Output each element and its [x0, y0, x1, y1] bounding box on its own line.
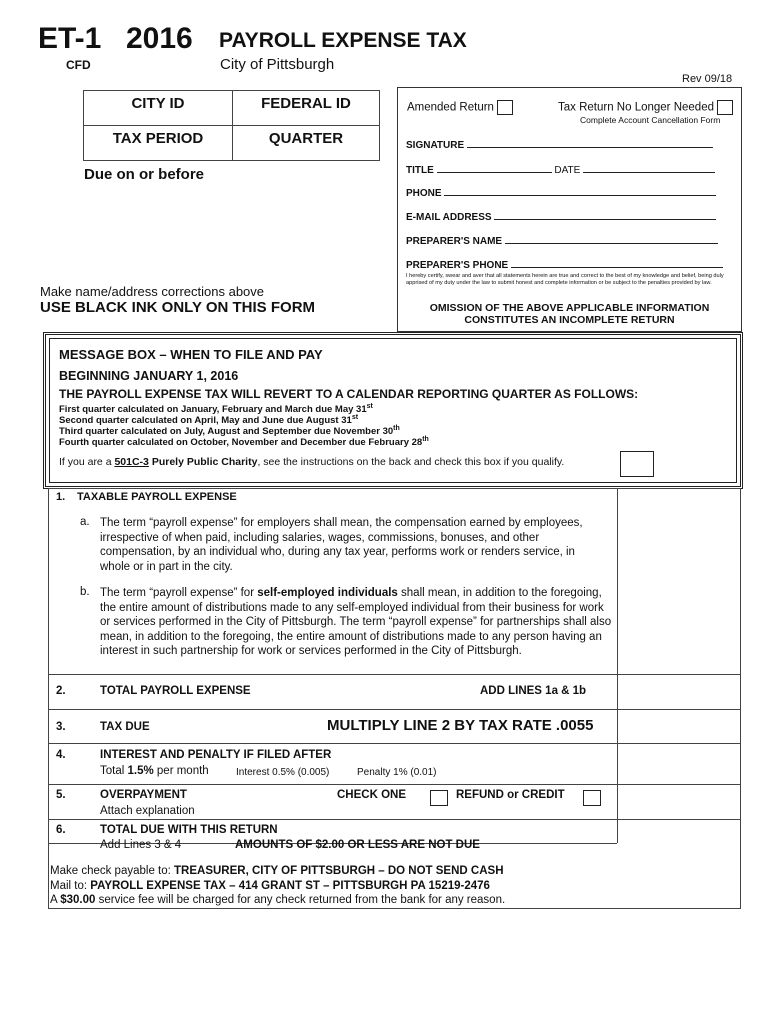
omission-notice — [398, 302, 741, 326]
charity-checkbox[interactable] — [620, 451, 654, 477]
quarter-3-sup: th — [393, 425, 400, 432]
signature-row[interactable] — [406, 137, 713, 151]
overpayment-refund-checkbox[interactable] — [430, 790, 448, 806]
title-line[interactable] — [437, 162, 552, 173]
mail-pre: Mail to: — [50, 879, 91, 892]
city-id-label: CITY ID — [131, 95, 185, 112]
preparer-phone-row[interactable] — [406, 257, 723, 271]
preparer-name-row[interactable] — [406, 233, 718, 247]
line-1b-label: b. — [80, 586, 90, 598]
message-box-title: MESSAGE BOX – WHEN TO FILE AND PAY — [59, 347, 323, 362]
line-5-amount[interactable] — [618, 785, 740, 819]
quarter-2-sup: st — [351, 414, 359, 421]
city-id-cell[interactable] — [83, 90, 233, 126]
line-4-amount[interactable] — [618, 744, 740, 784]
line-1b-bold: self-employed individuals — [257, 587, 398, 599]
payable-pre: Make check payable to: — [50, 865, 175, 877]
quarter-label: QUARTER — [268, 130, 344, 147]
line-4-total-post: per month — [153, 765, 209, 777]
line-1-number: 1. — [56, 491, 66, 503]
payment-instructions — [50, 864, 505, 908]
charity-bold: Purely Public Charity — [148, 456, 258, 468]
quarter-cell[interactable] — [232, 125, 380, 161]
line-4-interest: Interest 0.5% (0.005) — [236, 767, 330, 778]
phone-label: PHONE — [406, 188, 442, 199]
preparer-phone-label: PREPARER'S PHONE — [406, 260, 509, 271]
charity-post: , see the instructions on the back and check this box if you qualify. — [257, 456, 565, 468]
charity-note — [59, 456, 564, 468]
line-6-number: 6. — [56, 824, 66, 836]
title-label: TITLE — [406, 165, 434, 176]
quarter-2-text: Second quarter calculated on April, May and June due August 31 — [59, 415, 352, 427]
phone-line[interactable] — [444, 185, 716, 196]
beginning-date: BEGINNING JANUARY 1, 2016 — [59, 369, 239, 383]
fee-bold: $30.00 — [60, 894, 96, 906]
line-6-title: TOTAL DUE WITH THIS RETURN — [100, 824, 278, 836]
line-6-note: AMOUNTS OF $2.00 OR LESS ARE NOT DUE — [235, 839, 480, 851]
email-row[interactable] — [406, 209, 716, 223]
no-longer-needed-checkbox[interactable] — [717, 100, 733, 115]
payable-line — [50, 864, 505, 879]
federal-id-label: FEDERAL ID — [261, 95, 351, 112]
amended-return-checkbox[interactable] — [497, 100, 513, 115]
line-1-title: TAXABLE PAYROLL EXPENSE — [77, 491, 237, 503]
title-date-row[interactable] — [406, 162, 715, 176]
amended-return[interactable] — [407, 100, 513, 115]
line-4-title: INTEREST AND PENALTY IF FILED AFTER — [100, 749, 332, 761]
omission-line-1: OMISSION OF THE ABOVE APPLICABLE INFORMATION — [429, 302, 710, 314]
line-5-subtitle: Attach explanation — [100, 805, 195, 817]
line-1a-text: The term “payroll expense” for employers shall mean, the compensation earned by employees, irrespective of when paid, including salaries, wages, commissions, bonuses, and other compensation, by an individual who, during any tax year, performs work or renders service, in whole or in part in the city. — [100, 517, 583, 573]
charity-pre: If you are a — [59, 456, 115, 468]
mail-line — [50, 879, 505, 894]
line-3-amount[interactable] — [618, 710, 740, 743]
signature-box — [397, 87, 742, 332]
revert-notice: THE PAYROLL EXPENSE TAX WILL REVERT TO A CALENDAR REPORTING QUARTER AS FOLLOWS: — [59, 387, 639, 401]
city-name: City of Pittsburgh — [220, 56, 335, 73]
line-1b-pre: The term “payroll expense” for — [100, 587, 258, 599]
line-2-amount[interactable] — [618, 675, 740, 709]
cfd-label: CFD — [66, 58, 91, 72]
line-2-title: TOTAL PAYROLL EXPENSE — [100, 685, 251, 697]
preparer-phone-line[interactable] — [511, 257, 723, 268]
date-label: DATE — [554, 165, 581, 176]
quarter-3-text: Third quarter calculated on July, August and September due November 30 — [59, 426, 394, 438]
overpayment-credit-checkbox[interactable] — [583, 790, 601, 806]
email-label: E-MAIL ADDRESS — [406, 212, 492, 223]
charity-link[interactable]: 501C-3 — [114, 456, 149, 468]
line-4-penalty: Penalty 1% (0.01) — [357, 767, 437, 778]
line-1a-label: a. — [80, 516, 90, 528]
date-line[interactable] — [583, 162, 715, 173]
line-3-note: MULTIPLY LINE 2 BY TAX RATE .0055 — [327, 717, 594, 734]
certification-text: I hereby certify, swear and aver that all statements herein are true and correct to the best of my knowledge and belief, being duly apprised of my duty under the law to submit honest and complete information or be subject to the penalties provided by law. — [406, 273, 724, 286]
no-longer-needed[interactable] — [558, 100, 733, 115]
no-longer-needed-label: Tax Return No Longer Needed — [558, 101, 714, 114]
fee-pre: A — [50, 894, 61, 906]
phone-row[interactable] — [406, 185, 716, 199]
cancellation-form-note: Complete Account Cancellation Form — [580, 115, 721, 125]
fee-post: service fee will be charged for any check returned from the bank for any reason. — [95, 894, 506, 906]
line-1b-text — [100, 586, 612, 659]
quarter-4-text: Fourth quarter calculated on October, November and December due February 28 — [59, 437, 423, 449]
preparer-name-label: PREPARER'S NAME — [406, 236, 503, 247]
line-2-number: 2. — [56, 685, 66, 697]
form-id: ET-1 — [38, 22, 102, 55]
line-3-number: 3. — [56, 721, 66, 733]
quarter-4-due — [59, 436, 429, 448]
payable-bold: TREASURER, CITY OF PITTSBURGH – DO NOT SEND CASH — [174, 865, 504, 877]
quarter-4-sup: th — [422, 436, 429, 443]
omission-line-2: CONSTITUTES AN INCOMPLETE RETURN — [464, 314, 675, 326]
ink-note: USE BLACK INK ONLY ON THIS FORM — [40, 299, 316, 316]
signature-label: SIGNATURE — [406, 140, 465, 151]
revision-label: Rev 09/18 — [682, 73, 733, 85]
form-title: PAYROLL EXPENSE TAX — [219, 29, 467, 52]
line-1b-post: shall mean, in addition to the foregoing, the entire amount of distributions made to any self-employed individual from their business for work or services performed in the City of Pittsburgh. The term “payroll expense” for partnerships shall also mean, in addition to the foregoing, the entire amount of distributions made to any person having an interest in such partnership for work or services performed in the City of Pittsburgh. — [100, 587, 612, 657]
due-date-label: Due on or before — [84, 166, 205, 183]
line-3-title: TAX DUE — [100, 721, 150, 733]
signature-line[interactable] — [467, 137, 713, 148]
message-box — [43, 332, 743, 489]
line-4-total-pre: Total — [100, 765, 128, 777]
mail-bold: PAYROLL EXPENSE TAX – 414 GRANT ST – PITTSBURGH PA 15219-2476 — [90, 879, 490, 892]
corrections-note: Make name/address corrections above — [40, 284, 265, 299]
preparer-name-line[interactable] — [505, 233, 718, 244]
line-4-total — [100, 765, 209, 777]
line-6-subtitle: Add Lines 3 & 4 — [100, 839, 182, 851]
quarter-1-text: First quarter calculated on January, February and March due May 31 — [59, 404, 367, 416]
line-4-number: 4. — [56, 749, 66, 761]
line-5-number: 5. — [56, 789, 66, 801]
fee-line — [50, 893, 505, 908]
tax-period-label: TAX PERIOD — [112, 130, 204, 147]
amended-return-label: Amended Return — [407, 101, 494, 114]
line-2-note: ADD LINES 1a & 1b — [480, 685, 587, 697]
line-5-check-one: CHECK ONE — [337, 789, 407, 801]
federal-id-cell[interactable] — [232, 90, 380, 126]
line-5-refund-credit: REFUND or CREDIT — [456, 789, 565, 801]
form-year: 2016 — [126, 22, 193, 55]
line-4-total-rate: 1.5% — [127, 765, 154, 777]
tax-period-cell[interactable] — [83, 125, 233, 161]
quarter-1-sup: st — [366, 403, 373, 410]
line-1-amount[interactable] — [618, 489, 740, 674]
line-6-amount[interactable] — [618, 820, 740, 843]
line-5-title: OVERPAYMENT — [100, 789, 187, 801]
email-line[interactable] — [494, 209, 716, 220]
